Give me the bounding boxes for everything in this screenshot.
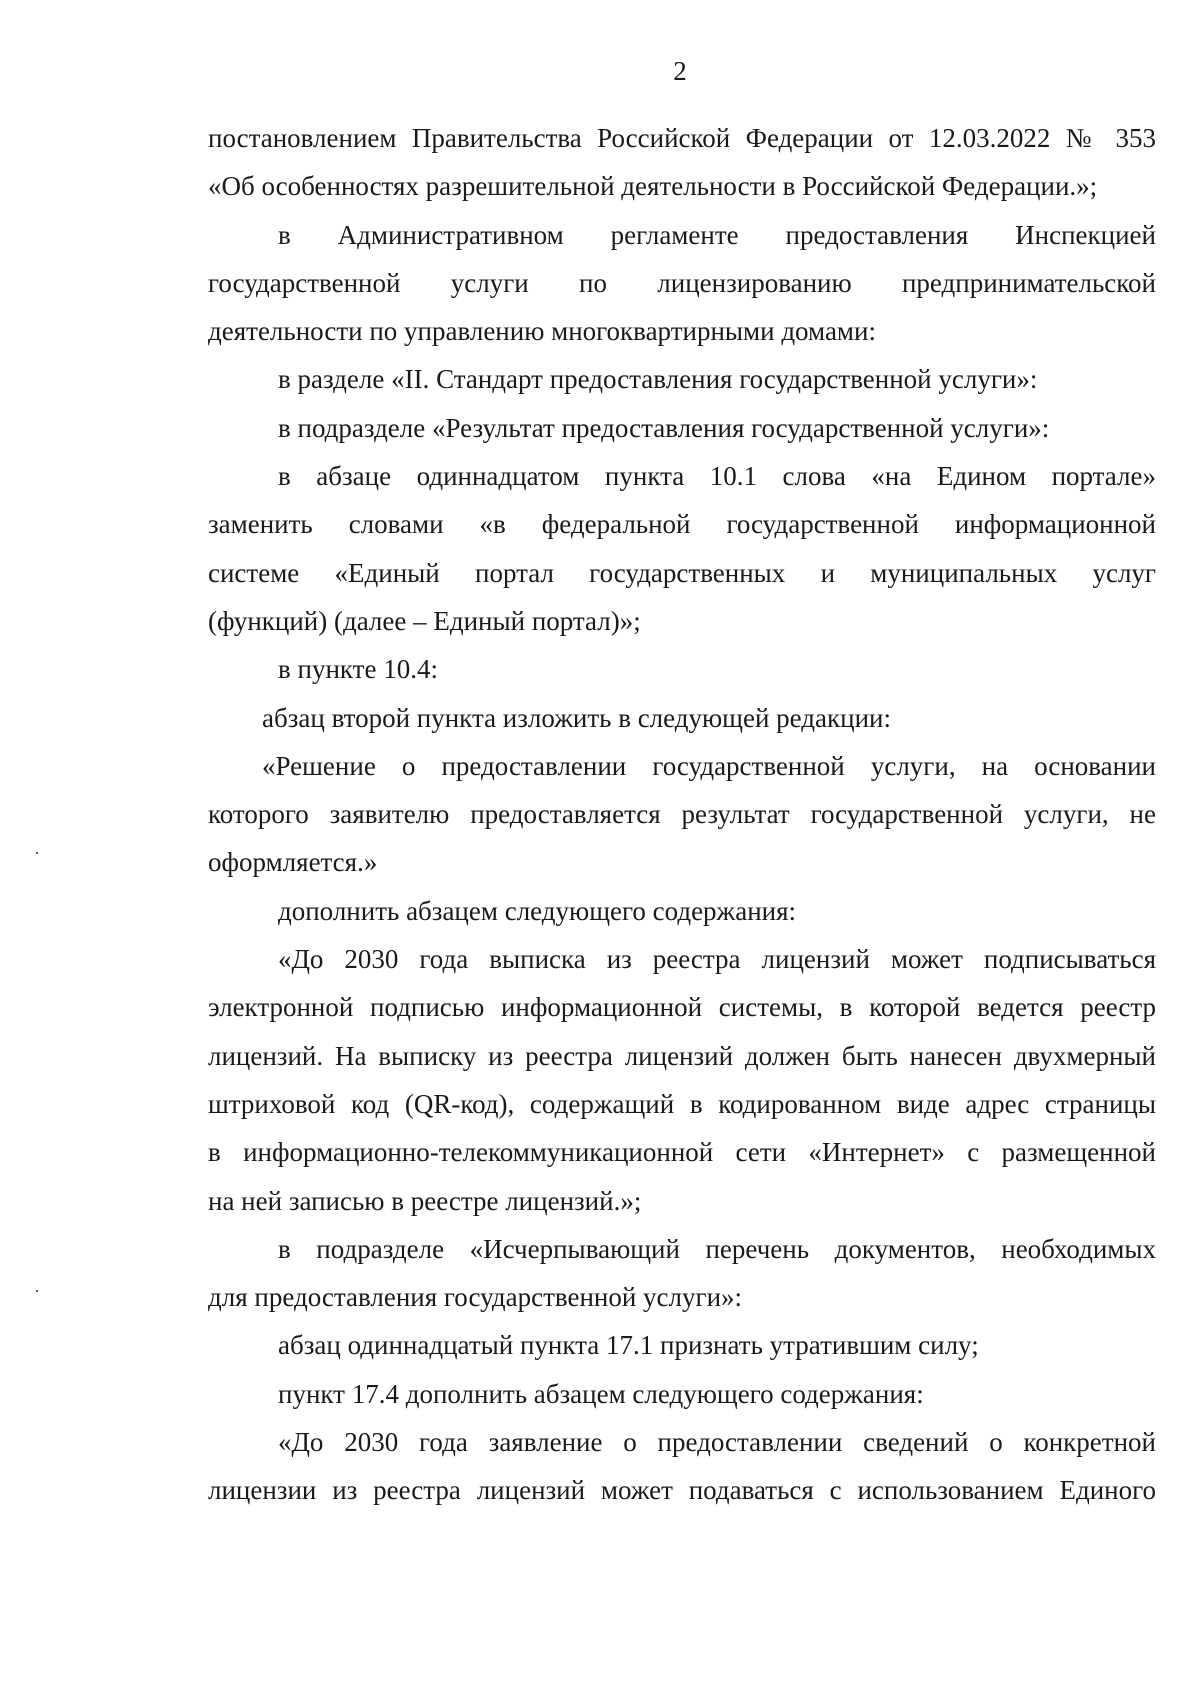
scan-speck: [36, 852, 38, 854]
text-line: государственной услуги по лицензированию предпринимательской: [208, 267, 1156, 298]
text-line: оформляется.»: [208, 847, 378, 878]
text-line: (функций) (далее – Единый портал)»;: [208, 605, 641, 636]
text-line: штриховой код (QR-код), содержащий в кодированном виде адрес страницы: [208, 1088, 1156, 1119]
text-line: «До 2030 года выписка из реестра лицензий может подписываться: [278, 944, 1156, 975]
text-line: в пункте 10.4:: [278, 654, 438, 685]
text-line: лицензий. На выписку из реестра лицензий должен быть нанесен двухмерный: [208, 1040, 1156, 1071]
text-line: лицензии из реестра лицензий может подаваться с использованием Единого: [208, 1475, 1156, 1506]
text-line: для предоставления государственной услуги»:: [208, 1282, 743, 1313]
text-line: системе «Единый портал государственных и муниципальных услуг: [208, 557, 1156, 588]
text-line: абзац одиннадцатый пункта 17.1 признать утратившим силу;: [278, 1330, 979, 1361]
text-line: в Административном регламенте предоставления Инспекцией: [278, 219, 1156, 250]
text-line: «Об особенностях разрешительной деятельности в Российской Федерации.»;: [208, 171, 1098, 202]
text-line: пункт 17.4 дополнить абзацем следующего содержания:: [278, 1378, 924, 1409]
text-line: которого заявителю предоставляется результат государственной услуги, не: [208, 799, 1156, 830]
text-line: «До 2030 года заявление о предоставлении сведений о конкретной: [278, 1427, 1156, 1458]
text-line: «Решение о предоставлении государственной услуги, на основании: [262, 750, 1156, 781]
text-line: в информационно-телекоммуникационной сети «Интернет» с размещенной: [208, 1137, 1156, 1168]
scan-speck: [36, 1290, 38, 1292]
text-line: в абзаце одиннадцатом пункта 10.1 слова «на Едином портале»: [278, 461, 1156, 492]
text-line: в разделе «II. Стандарт предоставления государственной услуги»:: [278, 364, 1038, 395]
page-number: 2: [673, 56, 687, 86]
text-line: электронной подписью информационной системы, в которой ведется реестр: [208, 992, 1156, 1023]
text-line: в подразделе «Результат предоставления государственной услуги»:: [278, 412, 1050, 443]
text-line: заменить словами «в федеральной государственной информационной: [208, 509, 1156, 540]
text-line: постановлением Правительства Российской Федерации от 12.03.2022 № 353: [208, 123, 1156, 153]
text-line: абзац второй пункта изложить в следующей редакции:: [262, 702, 891, 733]
text-line: дополнить абзацем следующего содержания:: [278, 895, 797, 926]
text-line: деятельности по управлению многоквартирными домами:: [208, 316, 876, 347]
text-line: на ней записью в реестре лицензий.»;: [208, 1185, 642, 1216]
document-body: [208, 114, 1156, 1515]
text-line: в подразделе «Исчерпывающий перечень документов, необходимых: [278, 1233, 1156, 1264]
